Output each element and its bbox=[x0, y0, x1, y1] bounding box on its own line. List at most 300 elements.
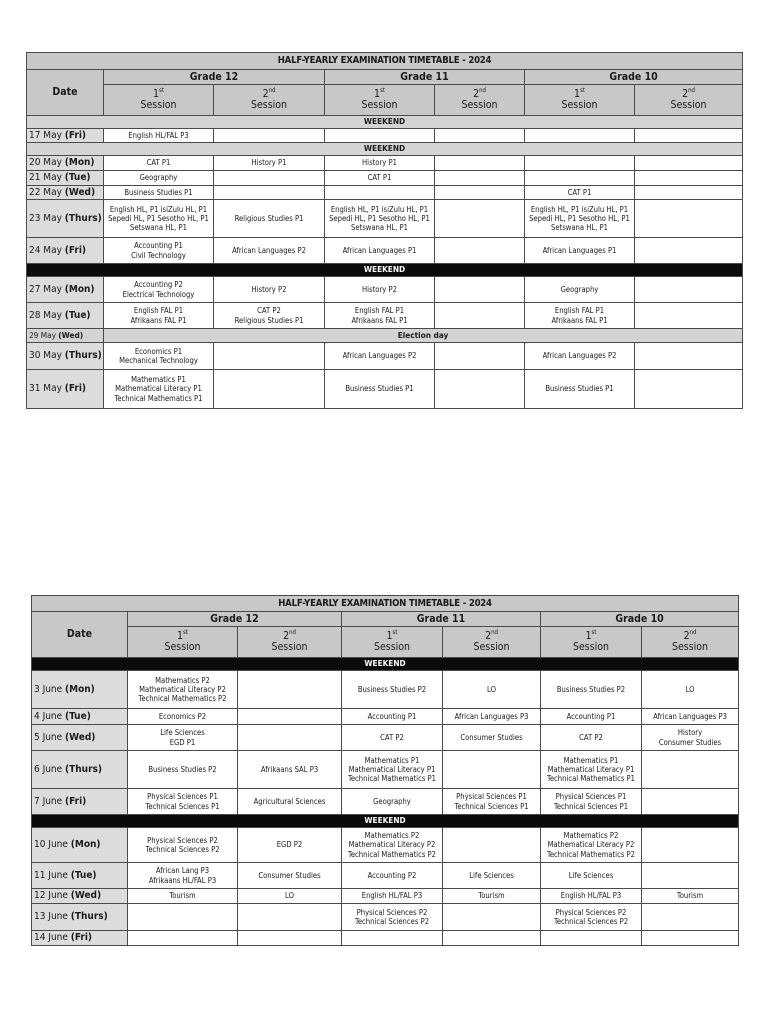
cell-line: English HL, P1 isiZulu HL, P1 bbox=[330, 204, 429, 214]
date-cell bbox=[32, 671, 128, 709]
subject-cell bbox=[525, 200, 635, 238]
table-row bbox=[27, 186, 743, 200]
date-header: Date bbox=[27, 70, 104, 116]
day-text: (Thurs) bbox=[70, 911, 108, 922]
subject-cell bbox=[128, 828, 238, 863]
weekend-label: WEEKEND bbox=[27, 116, 743, 129]
subject-cell bbox=[342, 709, 443, 725]
table-row bbox=[32, 828, 739, 863]
grade-12-header: Grade 12 bbox=[104, 70, 325, 85]
cell-line: CAT P1 bbox=[146, 158, 171, 168]
subject-cell bbox=[238, 863, 342, 889]
table-row bbox=[32, 789, 739, 815]
cell-line: Consumer Studies bbox=[658, 737, 722, 747]
cell-line: African Languages P2 bbox=[342, 351, 417, 361]
table-row bbox=[32, 904, 739, 931]
date-text: 12 June bbox=[34, 890, 71, 901]
date-text: 5 June bbox=[34, 731, 66, 743]
subject-cell bbox=[342, 889, 443, 904]
subject-cell bbox=[238, 725, 342, 751]
cell-line: Technical Mathematics P2 bbox=[347, 849, 437, 859]
cell-line: Electrical Technology bbox=[122, 289, 195, 299]
cell-line: Tourism bbox=[169, 891, 196, 901]
day-text: (Wed) bbox=[58, 329, 84, 340]
cell-line: Afrikaans FAL P1 bbox=[130, 315, 187, 325]
date-cell bbox=[27, 238, 104, 264]
cell-line: English HL, P1 isiZulu HL, P1 bbox=[109, 204, 208, 214]
weekend-band bbox=[27, 264, 743, 277]
subject-cell bbox=[342, 904, 443, 931]
subject-cell bbox=[104, 129, 214, 143]
cell-line: Tourism bbox=[676, 891, 704, 901]
subject-cell bbox=[104, 303, 214, 329]
cell-line: Consumer Studies bbox=[258, 870, 321, 880]
subject-cell bbox=[642, 671, 739, 709]
subject-cell bbox=[635, 186, 743, 200]
date-text: 24 May bbox=[29, 244, 65, 256]
subject-cell bbox=[325, 277, 435, 303]
cell-line: English HL/FAL P3 bbox=[128, 130, 189, 140]
day-text: (Mon) bbox=[65, 683, 95, 695]
subject-cell bbox=[435, 186, 525, 200]
cell-line: Physical Sciences P1 bbox=[555, 792, 627, 802]
cell-line: African Lang P3 bbox=[155, 866, 210, 876]
subject-cell bbox=[525, 238, 635, 264]
cell-line: Technical Sciences P2 bbox=[553, 917, 629, 926]
subject-cell bbox=[342, 751, 443, 789]
table-row bbox=[32, 751, 739, 789]
cell-line: Business Studies P2 bbox=[148, 764, 217, 774]
cell-line: Mathematics P2 bbox=[364, 831, 420, 841]
subject-cell bbox=[238, 828, 342, 863]
date-cell bbox=[32, 709, 128, 725]
cell-line: Accounting P1 bbox=[566, 711, 616, 721]
cell-line: Afrikaans HL/FAL P3 bbox=[148, 875, 217, 885]
table-title-row bbox=[32, 596, 739, 612]
cell-line: African Languages P1 bbox=[342, 245, 417, 255]
cell-line: History P2 bbox=[251, 284, 287, 294]
session-1-header: 1st Session bbox=[525, 85, 635, 116]
subject-cell bbox=[541, 931, 642, 946]
table-row bbox=[32, 725, 739, 751]
timetable-may bbox=[26, 52, 743, 409]
subject-cell bbox=[443, 889, 541, 904]
cell-line: CAT P2 bbox=[380, 732, 404, 742]
subject-cell bbox=[238, 889, 342, 904]
date-text: 7 June bbox=[34, 795, 66, 807]
date-cell bbox=[32, 751, 128, 789]
cell-line: Religious Studies P1 bbox=[234, 315, 304, 325]
subject-cell bbox=[104, 156, 214, 171]
table-row bbox=[27, 303, 743, 329]
cell-line: Accounting P2 bbox=[367, 870, 417, 880]
date-cell bbox=[32, 863, 128, 889]
subject-cell bbox=[104, 343, 214, 370]
cell-line: CAT P2 bbox=[257, 306, 281, 316]
cell-line: Life Sciences bbox=[568, 870, 614, 880]
date-cell bbox=[32, 931, 128, 946]
subject-cell bbox=[128, 904, 238, 931]
subject-cell bbox=[525, 156, 635, 171]
table-row bbox=[27, 238, 743, 264]
timetable-may-body bbox=[27, 53, 743, 409]
subject-cell bbox=[443, 828, 541, 863]
subject-cell bbox=[435, 303, 525, 329]
session-header-row bbox=[27, 85, 743, 116]
table-row bbox=[27, 370, 743, 409]
cell-line: African Languages P1 bbox=[542, 245, 617, 255]
day-text: (Fri) bbox=[65, 795, 87, 807]
subject-cell bbox=[104, 186, 214, 200]
subject-cell bbox=[238, 904, 342, 931]
subject-cell bbox=[541, 725, 642, 751]
cell-line: Sepedi HL, P1 Sesotho HL, P1 bbox=[329, 213, 430, 223]
subject-cell bbox=[128, 751, 238, 789]
subject-cell bbox=[541, 828, 642, 863]
cell-line: Business Studies P2 bbox=[556, 684, 626, 694]
cell-line: Technical Mathematics P2 bbox=[546, 849, 636, 859]
subject-cell bbox=[128, 863, 238, 889]
subject-cell bbox=[342, 725, 443, 751]
table-row bbox=[32, 931, 739, 946]
cell-line: CAT P1 bbox=[567, 187, 592, 197]
date-text: 21 May bbox=[29, 172, 65, 183]
session-1-header: 1st Session bbox=[541, 627, 642, 658]
grade-10-header: Grade 10 bbox=[541, 612, 739, 627]
weekend-label: WEEKEND bbox=[27, 143, 743, 156]
cell-line: Mathematical Literacy P2 bbox=[547, 840, 635, 850]
cell-line: Business Studies P2 bbox=[357, 684, 427, 694]
cell-line: Afrikaans SAL P3 bbox=[260, 764, 319, 774]
day-text: (Tue) bbox=[64, 309, 91, 321]
session-header-row bbox=[32, 627, 739, 658]
cell-line: Technical Sciences P2 bbox=[354, 917, 430, 926]
cell-line: Sepedi HL, P1 Sesotho HL, P1 bbox=[529, 213, 630, 223]
table-title: HALF-YEARLY EXAMINATION TIMETABLE - 2024 bbox=[27, 53, 743, 70]
date-cell bbox=[32, 828, 128, 863]
date-cell bbox=[27, 277, 104, 303]
subject-cell bbox=[525, 171, 635, 186]
subject-cell bbox=[214, 156, 325, 171]
date-cell bbox=[27, 303, 104, 329]
cell-line: Physical Sciences P2 bbox=[555, 907, 627, 917]
subject-cell bbox=[435, 171, 525, 186]
table-title-row bbox=[27, 53, 743, 70]
table-row bbox=[32, 863, 739, 889]
cell-line: Business Studies P1 bbox=[124, 187, 193, 197]
subject-cell bbox=[104, 238, 214, 264]
subject-cell bbox=[435, 277, 525, 303]
date-cell bbox=[27, 129, 104, 143]
cell-line: Technical Sciences P1 bbox=[454, 801, 529, 811]
subject-cell bbox=[541, 751, 642, 789]
subject-cell bbox=[214, 200, 325, 238]
weekend-band bbox=[32, 658, 739, 671]
subject-cell bbox=[435, 156, 525, 171]
date-text: 31 May bbox=[29, 383, 65, 394]
cell-line: Mathematical Literacy P2 bbox=[139, 684, 226, 694]
cell-line: Setswana HL, P1 bbox=[130, 223, 187, 233]
date-text: 23 May bbox=[29, 212, 65, 224]
grade-12-header: Grade 12 bbox=[128, 612, 342, 627]
day-text: (Wed) bbox=[64, 186, 96, 198]
subject-cell bbox=[642, 889, 739, 904]
date-cell bbox=[27, 200, 104, 238]
grade-header-row bbox=[32, 612, 739, 627]
day-text: (Mon) bbox=[64, 157, 95, 168]
cell-line: Civil Technology bbox=[131, 250, 186, 260]
subject-cell bbox=[635, 370, 743, 409]
subject-cell bbox=[541, 671, 642, 709]
subject-cell bbox=[435, 370, 525, 409]
cell-line: Accounting P2 bbox=[134, 280, 183, 290]
cell-line: Consumer Studies bbox=[460, 732, 523, 742]
cell-line: Technical Mathematics P1 bbox=[546, 774, 636, 784]
subject-cell bbox=[238, 931, 342, 946]
grade-header-row bbox=[27, 70, 743, 85]
cell-line: EGD P1 bbox=[169, 737, 196, 747]
cell-line: History bbox=[677, 728, 703, 738]
subject-cell bbox=[325, 129, 435, 143]
cell-line: Afrikaans FAL P1 bbox=[551, 315, 608, 325]
subject-cell bbox=[214, 129, 325, 143]
subject-cell bbox=[443, 904, 541, 931]
subject-cell bbox=[342, 931, 443, 946]
date-cell bbox=[32, 725, 128, 751]
day-text: (Mon) bbox=[70, 839, 101, 850]
day-text: (Fri) bbox=[64, 383, 87, 394]
subject-cell bbox=[342, 789, 443, 815]
date-text: 17 May bbox=[29, 129, 65, 141]
subject-cell bbox=[525, 277, 635, 303]
cell-line: African Languages P3 bbox=[653, 711, 727, 721]
subject-cell bbox=[342, 828, 443, 863]
date-text: 10 June bbox=[34, 839, 71, 850]
cell-line: Technical Sciences P1 bbox=[553, 801, 629, 811]
cell-line: Agricultural Sciences bbox=[253, 796, 326, 806]
weekend-band bbox=[27, 116, 743, 129]
subject-cell bbox=[525, 370, 635, 409]
subject-cell bbox=[214, 186, 325, 200]
cell-line: Mathematics P1 bbox=[364, 755, 420, 765]
table-row bbox=[27, 277, 743, 303]
subject-cell bbox=[443, 789, 541, 815]
day-text: (Tue) bbox=[65, 710, 91, 722]
cell-line: CAT P1 bbox=[367, 173, 392, 183]
subject-cell bbox=[342, 671, 443, 709]
cell-line: LO bbox=[685, 684, 695, 694]
cell-line: Mathematical Literacy P1 bbox=[348, 764, 436, 774]
subject-cell bbox=[128, 671, 238, 709]
subject-cell bbox=[104, 171, 214, 186]
date-text: 11 June bbox=[34, 869, 71, 881]
cell-line: Geography bbox=[373, 796, 411, 806]
subject-cell bbox=[635, 303, 743, 329]
subject-cell bbox=[642, 789, 739, 815]
session-1-header: 1st Session bbox=[342, 627, 443, 658]
subject-cell bbox=[525, 343, 635, 370]
cell-line: English FAL P1 bbox=[354, 306, 405, 316]
cell-line: Mathematical Literacy P1 bbox=[547, 764, 635, 774]
cell-line: Business Studies P1 bbox=[545, 384, 614, 394]
date-cell bbox=[27, 156, 104, 171]
subject-cell bbox=[128, 931, 238, 946]
cell-line: LO bbox=[285, 891, 294, 901]
subject-cell bbox=[238, 789, 342, 815]
session-2-header: 2nd Session bbox=[238, 627, 342, 658]
cell-line: English HL, P1 isiZulu HL, P1 bbox=[530, 204, 629, 214]
table-row bbox=[27, 156, 743, 171]
subject-cell bbox=[443, 931, 541, 946]
subject-cell bbox=[214, 343, 325, 370]
cell-line: Sepedi HL, P1 Sesotho HL, P1 bbox=[108, 213, 209, 223]
date-text: 30 May bbox=[29, 350, 65, 361]
cell-line: Mechanical Technology bbox=[119, 356, 198, 365]
subject-cell bbox=[214, 370, 325, 409]
subject-cell bbox=[325, 303, 435, 329]
cell-line: Technical Sciences P2 bbox=[145, 845, 220, 854]
table-row bbox=[27, 171, 743, 186]
date-cell bbox=[27, 370, 104, 409]
subject-cell bbox=[443, 863, 541, 889]
day-text: (Tue) bbox=[70, 869, 97, 881]
cell-line: Mathematics P2 bbox=[563, 831, 619, 841]
subject-cell bbox=[435, 238, 525, 264]
cell-line: English FAL P1 bbox=[554, 306, 605, 316]
table-row bbox=[27, 200, 743, 238]
subject-cell bbox=[642, 709, 739, 725]
subject-cell bbox=[642, 751, 739, 789]
cell-line: Physical Sciences P2 bbox=[356, 907, 428, 917]
grade-10-header: Grade 10 bbox=[525, 70, 743, 85]
cell-line: Mathematical Literacy P2 bbox=[348, 840, 436, 850]
day-text: (Thurs) bbox=[64, 350, 102, 361]
subject-cell bbox=[443, 671, 541, 709]
date-text: 6 June bbox=[34, 763, 66, 775]
cell-line: Economics P2 bbox=[158, 711, 207, 721]
date-cell bbox=[32, 904, 128, 931]
table-row bbox=[27, 343, 743, 370]
table-row bbox=[32, 889, 739, 904]
cell-line: History P2 bbox=[362, 284, 397, 294]
cell-line: History P1 bbox=[251, 158, 287, 168]
subject-cell bbox=[214, 303, 325, 329]
subject-cell bbox=[541, 904, 642, 931]
cell-line: Mathematics P1 bbox=[563, 755, 619, 765]
timetable-june-body bbox=[32, 596, 739, 946]
cell-line: Geography bbox=[139, 173, 178, 183]
cell-line: LO bbox=[487, 684, 496, 694]
subject-cell bbox=[214, 238, 325, 264]
cell-line: English FAL P1 bbox=[133, 306, 184, 316]
subject-cell bbox=[635, 171, 743, 186]
grade-11-header: Grade 11 bbox=[342, 612, 541, 627]
cell-line: Religious Studies P1 bbox=[234, 213, 304, 223]
cell-line: Technical Mathematics P2 bbox=[138, 694, 227, 704]
day-text: (Thurs) bbox=[64, 212, 102, 224]
weekend-label: WEEKEND bbox=[32, 658, 739, 671]
subject-cell bbox=[635, 156, 743, 171]
date-cell bbox=[27, 171, 104, 186]
subject-cell bbox=[104, 277, 214, 303]
subject-cell bbox=[635, 129, 743, 143]
weekend-band bbox=[27, 143, 743, 156]
cell-line: Afrikaans FAL P1 bbox=[351, 315, 408, 325]
cell-line: Economics P1 bbox=[134, 346, 183, 356]
session-1-header: 1st Session bbox=[128, 627, 238, 658]
subject-cell bbox=[104, 370, 214, 409]
timetable-june bbox=[31, 595, 739, 946]
date-text: 27 May bbox=[29, 283, 65, 295]
subject-cell bbox=[325, 343, 435, 370]
date-text: 28 May bbox=[29, 309, 65, 321]
day-text: (Fri) bbox=[64, 129, 87, 141]
subject-cell bbox=[325, 186, 435, 200]
subject-cell bbox=[635, 238, 743, 264]
cell-line: Technical Mathematics P1 bbox=[114, 393, 203, 403]
subject-cell bbox=[541, 889, 642, 904]
subject-cell bbox=[443, 751, 541, 789]
cell-line: Physical Sciences P2 bbox=[147, 835, 218, 845]
day-text: (Tue) bbox=[64, 172, 91, 183]
cell-line: Mathematics P1 bbox=[131, 375, 186, 385]
subject-cell bbox=[541, 789, 642, 815]
table-row bbox=[27, 129, 743, 143]
cell-line: Technical Mathematics P1 bbox=[347, 774, 437, 784]
cell-line: Accounting P1 bbox=[367, 711, 417, 721]
cell-line: CAT P2 bbox=[579, 732, 603, 742]
subject-cell bbox=[525, 186, 635, 200]
weekend-label: WEEKEND bbox=[32, 815, 739, 828]
subject-cell bbox=[214, 277, 325, 303]
subject-cell bbox=[325, 200, 435, 238]
date-text: 3 June bbox=[34, 683, 66, 695]
day-text: (Wed) bbox=[70, 890, 102, 901]
cell-line: Physical Sciences P1 bbox=[147, 792, 218, 802]
subject-cell bbox=[525, 129, 635, 143]
cell-line: African Languages P3 bbox=[454, 711, 529, 721]
cell-line: Mathematics P2 bbox=[155, 675, 210, 685]
cell-line: English HL/FAL P3 bbox=[361, 891, 423, 901]
cell-line: EGD P2 bbox=[276, 840, 303, 850]
subject-cell bbox=[325, 171, 435, 186]
election-day-label: Election day bbox=[104, 329, 743, 343]
cell-line: History P1 bbox=[362, 158, 397, 168]
cell-line: Geography bbox=[560, 284, 599, 294]
cell-line: Tourism bbox=[478, 891, 505, 901]
subject-cell bbox=[128, 789, 238, 815]
session-2-header: 2nd Session bbox=[443, 627, 541, 658]
session-1-header: 1st Session bbox=[325, 85, 435, 116]
subject-cell bbox=[238, 709, 342, 725]
session-1-header: 1st Session bbox=[104, 85, 214, 116]
date-header: Date bbox=[32, 612, 128, 658]
session-2-header: 2nd Session bbox=[435, 85, 525, 116]
day-text: (Fri) bbox=[70, 932, 93, 943]
weekend-label: WEEKEND bbox=[27, 264, 743, 277]
date-text: 13 June bbox=[34, 911, 71, 922]
subject-cell bbox=[635, 343, 743, 370]
cell-line: Technical Sciences P1 bbox=[145, 801, 220, 811]
date-cell bbox=[32, 889, 128, 904]
weekend-band bbox=[32, 815, 739, 828]
subject-cell bbox=[342, 863, 443, 889]
date-text: 22 May bbox=[29, 186, 65, 198]
subject-cell bbox=[325, 156, 435, 171]
table-row bbox=[32, 709, 739, 725]
subject-cell bbox=[443, 709, 541, 725]
subject-cell bbox=[642, 904, 739, 931]
